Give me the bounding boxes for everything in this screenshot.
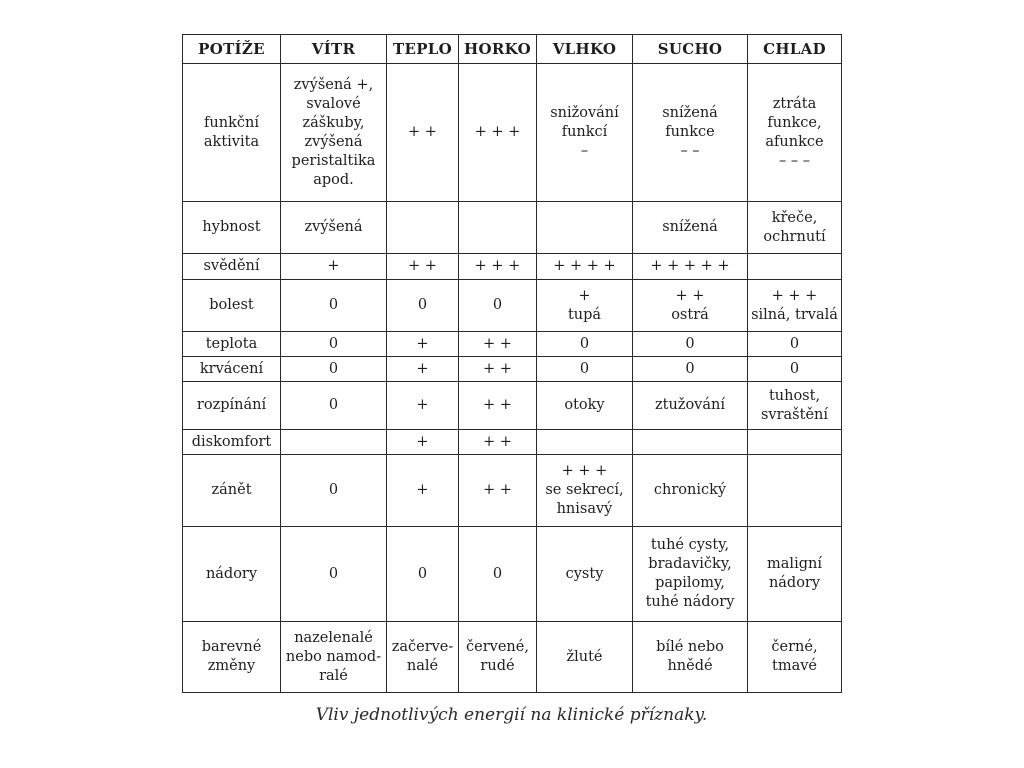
table-cell: +	[387, 357, 459, 382]
table-cell: černé, tmavé	[748, 622, 842, 693]
table-cell: + + + silná, trvalá	[748, 280, 842, 332]
table-cell: + +	[459, 455, 537, 527]
symptoms-table	[182, 34, 842, 693]
table-row	[183, 430, 842, 455]
table-cell: 0	[537, 357, 633, 382]
column-header: VÍTR	[281, 35, 387, 64]
table-row	[183, 202, 842, 254]
table-cell: 0	[387, 527, 459, 622]
table-cell: + + +	[459, 64, 537, 202]
table-cell: 0	[459, 280, 537, 332]
table-row	[183, 332, 842, 357]
table-cell: bílé nebo hnědé	[633, 622, 748, 693]
row-header: zánět	[183, 455, 281, 527]
table-cell: červené, rudé	[459, 622, 537, 693]
table-row	[183, 280, 842, 332]
table-cell: 0	[281, 527, 387, 622]
table-cell: 0	[748, 332, 842, 357]
table-cell: + +	[459, 382, 537, 430]
table-cell: chronický	[633, 455, 748, 527]
table-cell: 0	[281, 280, 387, 332]
column-header: POTÍŽE	[183, 35, 281, 64]
table-cell: +	[387, 332, 459, 357]
table-cell: + + ostrá	[633, 280, 748, 332]
table-cell: + + + + +	[633, 254, 748, 280]
table-cell: + + + +	[537, 254, 633, 280]
table-cell: nazelenalé nebo namod- ralé	[281, 622, 387, 693]
table-cell: + +	[387, 64, 459, 202]
header-row	[183, 35, 842, 64]
table-row	[183, 527, 842, 622]
table-row	[183, 382, 842, 430]
row-header: krvácení	[183, 357, 281, 382]
table-cell	[633, 430, 748, 455]
row-header: teplota	[183, 332, 281, 357]
table-cell: snížená	[633, 202, 748, 254]
table-cell	[281, 430, 387, 455]
table-cell: 0	[281, 357, 387, 382]
table-cell	[537, 430, 633, 455]
table-cell: tuhost, svraštění	[748, 382, 842, 430]
column-header: CHLAD	[748, 35, 842, 64]
table-cell: + + + se sekrecí, hnisavý	[537, 455, 633, 527]
table-cell: začerve- nalé	[387, 622, 459, 693]
table-cell	[387, 202, 459, 254]
table-cell: tuhé cysty, bradavičky, papilomy, tuhé nádory	[633, 527, 748, 622]
table-cell	[459, 202, 537, 254]
column-header: HORKO	[459, 35, 537, 64]
table-cell: 0	[633, 332, 748, 357]
table-cell: cysty	[537, 527, 633, 622]
table-cell: + +	[387, 254, 459, 280]
row-header: funkční aktivita	[183, 64, 281, 202]
table-cell: snížená funkce – –	[633, 64, 748, 202]
table-caption: Vliv jednotlivých energií na klinické příznaky.	[315, 705, 708, 725]
table-cell: + +	[459, 332, 537, 357]
table-cell: 0	[748, 357, 842, 382]
row-header: barevné změny	[183, 622, 281, 693]
table-row	[183, 622, 842, 693]
table-cell: +	[281, 254, 387, 280]
table-row	[183, 64, 842, 202]
table-row	[183, 455, 842, 527]
row-header: bolest	[183, 280, 281, 332]
table-cell: 0	[281, 455, 387, 527]
table-cell: žluté	[537, 622, 633, 693]
table-cell: ztráta funkce, afunkce – – –	[748, 64, 842, 202]
table-cell: ztužování	[633, 382, 748, 430]
row-header: nádory	[183, 527, 281, 622]
table-cell: + +	[459, 430, 537, 455]
column-header: TEPLO	[387, 35, 459, 64]
table-cell: 0	[281, 332, 387, 357]
table-row	[183, 357, 842, 382]
table-cell: +	[387, 430, 459, 455]
figure	[182, 34, 842, 725]
table-row	[183, 254, 842, 280]
table-cell: +	[387, 382, 459, 430]
column-header: VLHKO	[537, 35, 633, 64]
table-cell	[748, 455, 842, 527]
row-header: hybnost	[183, 202, 281, 254]
table-cell: křeče, ochrnutí	[748, 202, 842, 254]
column-header: SUCHO	[633, 35, 748, 64]
table-cell: 0	[633, 357, 748, 382]
table-cell: +	[387, 455, 459, 527]
table-cell: 0	[459, 527, 537, 622]
table-cell: 0	[537, 332, 633, 357]
table-cell	[537, 202, 633, 254]
table-cell	[748, 254, 842, 280]
table-cell: 0	[281, 382, 387, 430]
table-cell	[748, 430, 842, 455]
table-cell: otoky	[537, 382, 633, 430]
table-cell: zvýšená +, svalové záškuby, zvýšená peristaltika apod.	[281, 64, 387, 202]
table-cell: zvýšená	[281, 202, 387, 254]
row-header: diskomfort	[183, 430, 281, 455]
table-cell: + + +	[459, 254, 537, 280]
table-cell: + tupá	[537, 280, 633, 332]
row-header: svědění	[183, 254, 281, 280]
table-cell: + +	[459, 357, 537, 382]
table-cell: maligní nádory	[748, 527, 842, 622]
table-cell: 0	[387, 280, 459, 332]
row-header: rozpínání	[183, 382, 281, 430]
table-cell: snižování funkcí –	[537, 64, 633, 202]
